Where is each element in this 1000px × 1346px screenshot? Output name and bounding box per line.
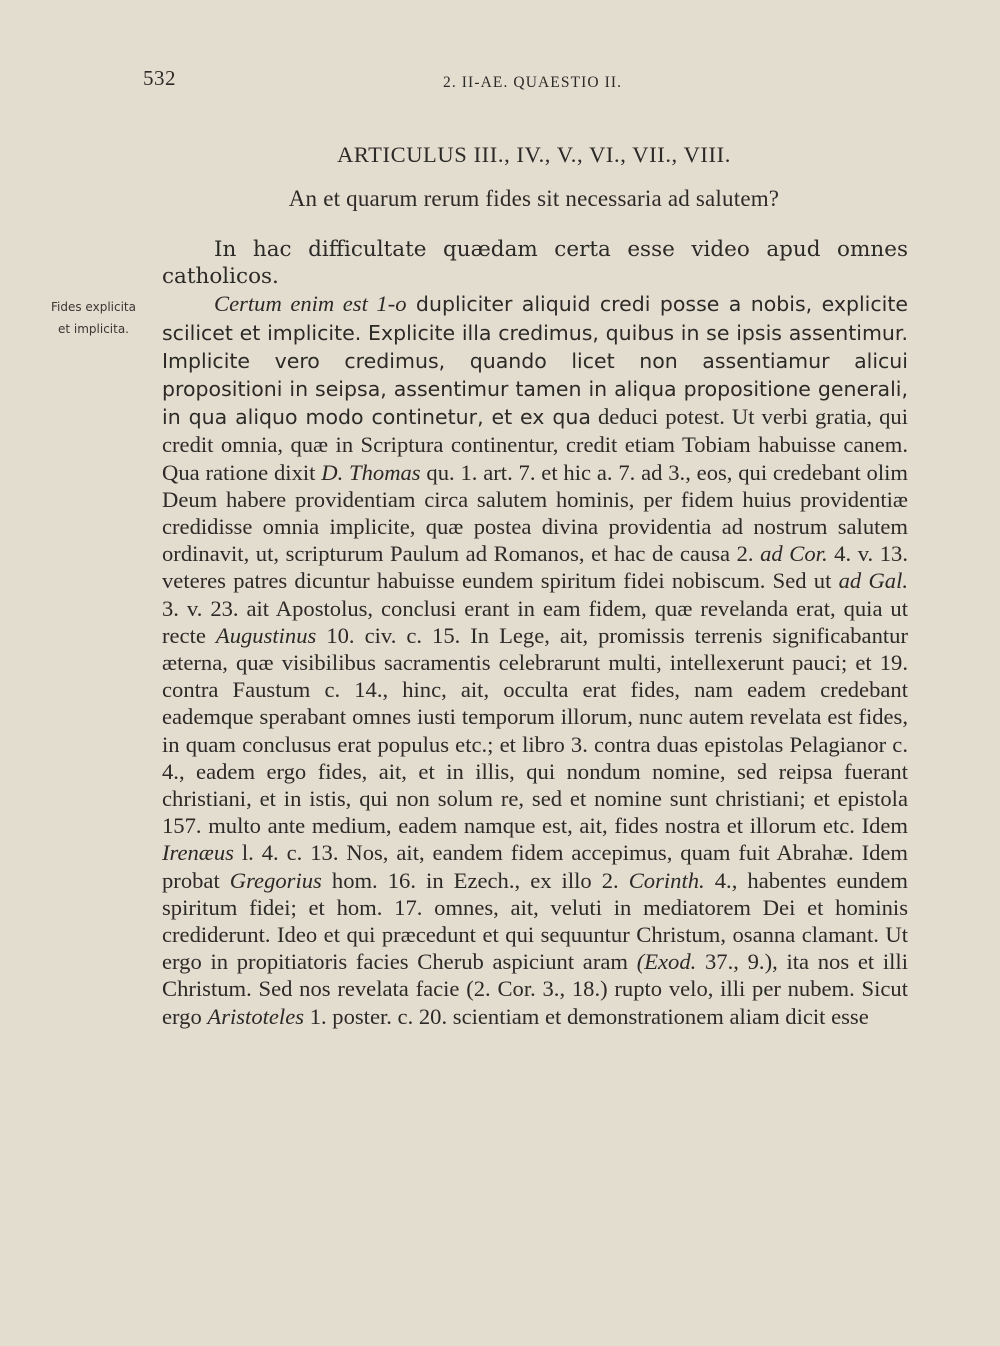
ref-ad-cor: ad Cor. <box>760 541 828 567</box>
text-segment-2: deduci potest. Ut verbi gratia, qui credit omnia, quæ in Scriptura continentur, credit etiam Tobiam habuisse canem. Qua ratione dixit <box>162 404 908 485</box>
ref-irenaeus: Irenæus <box>162 840 234 866</box>
text-segment-6: 10. civ. c. 15. In Lege, ait, promissis terrenis significabantur æterna, quæ visibilibus sacramentis celebrarunt multi, intellexerunt pauci; et 19. contra Faustum c. 14., hinc, ait, occulta erat fides, nam eadem credebant eademque sperabant omnes iusti temporum illorum, nunc autem revelata est fides, in quam conclusus erat populus etc.; et libro 3. contra duas epistolas Pelagianor c. 4., eadem ergo fides, ait, et in illis, qui nondum nomine, sed reipsa fuerant christiani, et in istis, qui non solum re, sed et nomine sunt christiani; et epistola 157. multo ante medium, eadem namque est, ait, fides nostra et illorum etc. Idem <box>162 622 908 839</box>
main-paragraph <box>162 290 908 1029</box>
text-segment-5: 3. v. 23. ait Apostolus, conclusi erant in eam fidem, quæ revelanda erat, quia ut recte <box>162 595 908 648</box>
text-segment-11: 1. poster. c. 20. scientiam et demonstrationem aliam dicit esse <box>304 1003 869 1029</box>
question-heading: An et quarum rerum fides sit necessaria ad salutem? <box>288 186 780 211</box>
running-title: 2. II-AE. QUAESTIO II. <box>443 74 623 91</box>
margin-note-line-1: Fides explicita <box>51 300 136 314</box>
ref-augustinus: Augustinus <box>215 622 317 648</box>
margin-note-line-2: et implicita. <box>57 322 129 336</box>
italic-certum: Certum enim est 1-o <box>214 291 407 317</box>
text-segment-7: l. 4. c. 13. Nos, ait, eandem fidem accepimus, quam fuit Abrahæ. Idem probat <box>162 840 908 893</box>
text-segment-4: 4. v. 13. veteres patres dicuntur habuisse eundem spiritum fidei nobiscum. Sed ut <box>162 541 908 594</box>
intro-paragraph: In hac difficultate quædam certa esse video apud omnes catholicos. <box>162 237 908 290</box>
ref-gregorius: Gregorius <box>229 867 322 893</box>
body-text <box>162 236 908 1030</box>
text-segment-10: 37., 9.), ita nos et illi Christum. Sed nos revelata facie (2. Cor. 3., 18.) rupto velo, illi per nubem. Sicut ergo <box>162 949 908 1029</box>
ref-aristoteles: Aristoteles <box>207 1003 305 1029</box>
text-segment-8: hom. 16. in Ezech., ex illo 2. <box>321 867 629 893</box>
text-segment-3: qu. 1. art. 7. et hic a. 7. ad 3., eos, qui credebant olim Deum habere providentiam circa salutem hominis, per fidem huius providentiæ credidisse omnia implicite, quæ postea divina providentia ad nostrum salutem ordinavit, ut, scripturum Paulum ad Romanos, et hac de causa 2. <box>162 459 908 567</box>
text-segment-9: 4., habentes eundem spiritum fidei; et hom. 17. omnes, ait, veluti in mediatorem Dei et hominis crediderunt. Ideo et qui præcedunt et qui sequuntur Christum, osanna clamant. Ut ergo in propitiatoris facies Cherub aspiciunt aram <box>162 867 909 975</box>
margin-note <box>26 296 161 340</box>
article-title: ARTICULUS III., IV., V., VI., VII., VIII. <box>337 142 731 167</box>
ref-d-thomas: D. Thomas <box>321 459 421 485</box>
ref-ad-gal: ad Gal. <box>838 568 908 594</box>
text-segment-1: dupliciter aliquid credi posse a nobis, explicite scilicet et implicite. Explicite illa credimus, quibus in se ipsis assentimur. Implicite vero credimus, quando licet non assentiamur alicui propositioni in seipsa, assentimur tamen in aliqua propositione generali, in qua aliquo modo continetur, et ex qua <box>162 292 908 430</box>
page-number: 532 <box>143 66 176 90</box>
ref-exod: (Exod. <box>636 949 697 975</box>
running-head <box>0 66 1000 96</box>
ref-corinth: Corinth. <box>628 867 705 893</box>
